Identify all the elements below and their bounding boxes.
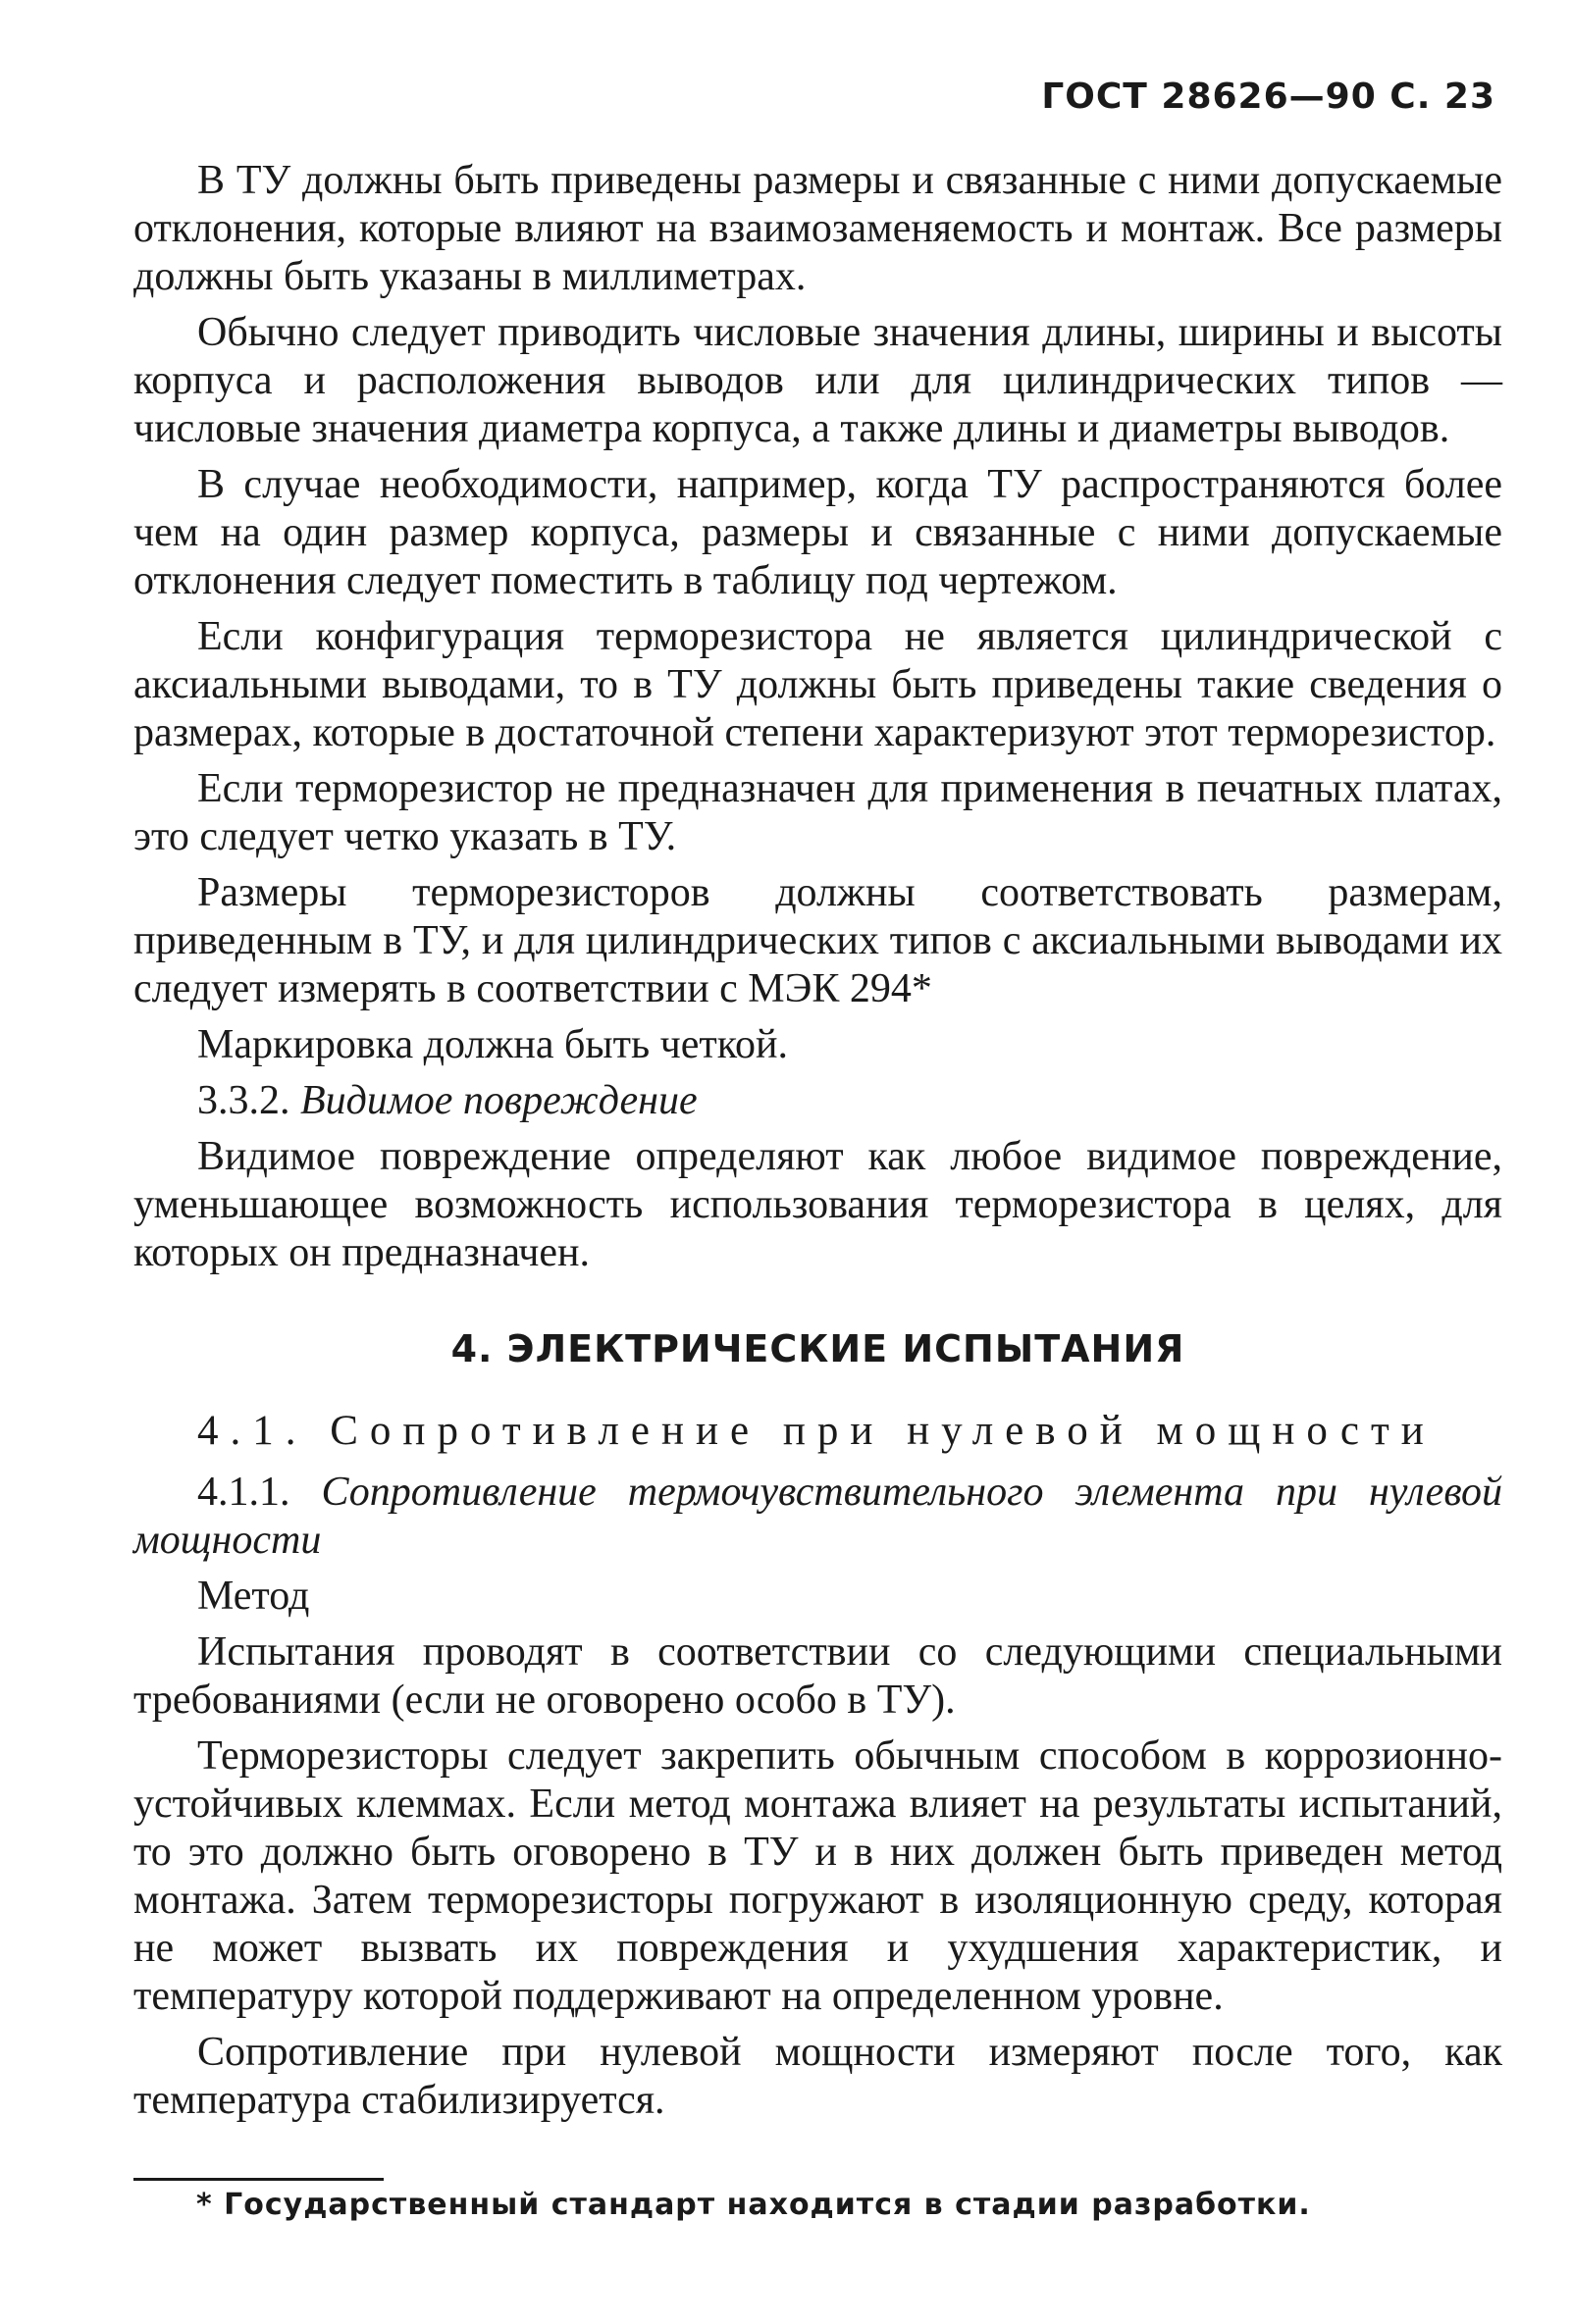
footnote-divider — [133, 2178, 384, 2181]
method-label: Метод — [197, 1574, 310, 1619]
paragraph-configuration: Если конфигурация терморезистора не является цилиндрической с аксиальными выводами, то в ТУ должны быть приведены такие сведения о размерах, которые в достаточной степени характеризуют этот терморезистор. — [133, 614, 1502, 755]
clause-3-3-2-heading — [133, 1077, 1502, 1125]
clause-number: 4.1.1. — [197, 1470, 290, 1515]
clause-4-1-heading: 4.1. Сопротивление при нулевой мощности — [197, 1408, 1436, 1454]
running-header: ГОСТ 28626—90 С. 23 — [1041, 77, 1495, 117]
paragraph-visible-damage: Видимое повреждение определяют как любое видимое повреждение, уменьшающее возможность использования терморезистора в целях, для которых он предназначен. — [133, 1134, 1502, 1275]
paragraph-numeric-values: Обычно следует приводить числовые значения длины, ширины и высоты корпуса и расположения выводов или для цилиндрических типов — числовые значения диаметра корпуса, а также длины и диаметры выводов. — [133, 310, 1502, 451]
paragraph-printed-boards: Если терморезистор не предназначен для применения в печатных платах, это следует четко указать в ТУ. — [133, 766, 1502, 859]
clause-4-1-1-heading — [133, 1469, 1502, 1565]
paragraph-mounting: Терморезисторы следует закрепить обычным способом в коррозионно-устойчивых клеммах. Если метод монтажа влияет на результаты испытаний, то это должно быть оговорено в ТУ и в них должен быть приведен метод монтажа. Затем терморезисторы погружают в изоляционную среду, которая не может вызвать их повреждения и ухудшения характеристик, и температуру которой поддерживают на определенном уровне. — [133, 1733, 1502, 2019]
paragraph-dimensions: В ТУ должны быть приведены размеры и связанные с ними допускаемые отклонения, которые влияют на взаимозаменяемость и монтаж. Все размеры должны быть указаны в миллиметрах. — [133, 158, 1502, 299]
paragraph-marking: Маркировка должна быть четкой. — [197, 1022, 788, 1067]
paragraph-zero-power: Сопротивление при нулевой мощности измеряют после того, как температура стабилизируется. — [133, 2030, 1502, 2123]
paragraph-table-placement: В случае необходимости, например, когда ТУ распространяются более чем на один размер корпуса, размеры и связанные с ними допускаемые отклонения следует поместить в таблицу под чертежом. — [133, 462, 1502, 603]
section-heading: 4. ЭЛЕКТРИЧЕСКИЕ ИСПЫТАНИЯ — [450, 1327, 1185, 1370]
footnote: * Государственный стандарт находится в стадии разработки. — [196, 2188, 1311, 2222]
paragraph-measurement: Размеры терморезисторов должны соответствовать размерам, приведенным в ТУ, и для цилиндрических типов с аксиальными выводами их следует измерять в соответствии с МЭК 294* — [133, 870, 1502, 1011]
clause-title: Сопротивление термочувствительного элемента при нулевой мощности — [133, 1470, 1502, 1563]
paragraph-test-conditions: Испытания проводят в соответствии со следующими специальными требованиями (если не оговорено особо в ТУ). — [133, 1629, 1502, 1723]
page-body — [133, 157, 1502, 2133]
clause-title: Видимое повреждение — [300, 1078, 698, 1123]
clause-number: 3.3.2. — [197, 1078, 290, 1123]
